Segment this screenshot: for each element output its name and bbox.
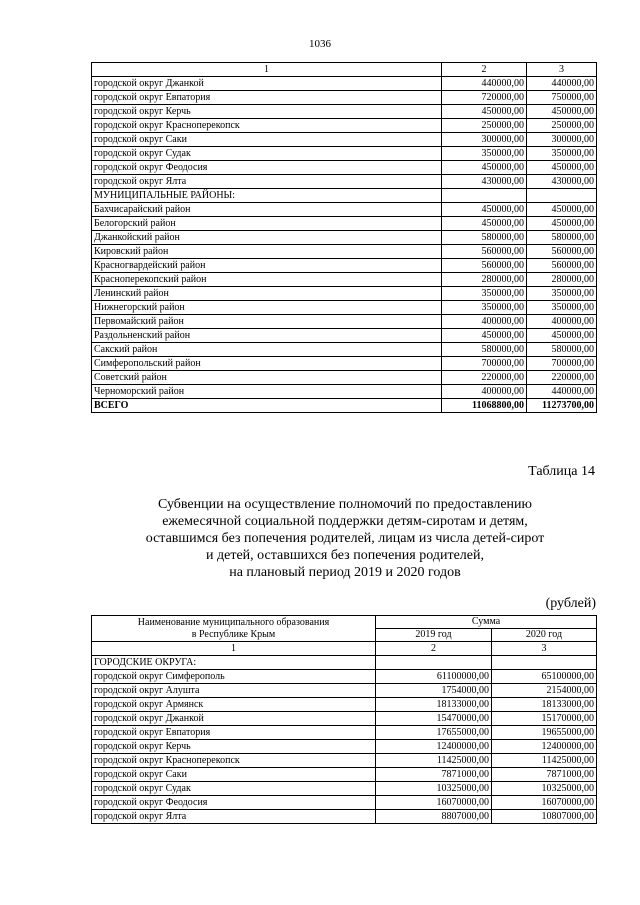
amount-2020: 2154000,00 [492,684,597,698]
amount-col2: 400000,00 [442,385,527,399]
title-line: Субвенции на осуществление полномочий по предоставлению [157,497,533,512]
table-row [92,147,597,161]
amount-2020: 19655000,00 [492,726,597,740]
title-line: и детей, оставшихся без попечения родителей, [206,548,484,563]
table-row [92,133,597,147]
amount-col3: 450000,00 [527,203,597,217]
district-name: Белогорский район [92,217,442,231]
amount-col3: 350000,00 [527,287,597,301]
amount-col2: 700000,00 [442,357,527,371]
amount-2020: 7871000,00 [492,768,597,782]
district-name: Сакский район [92,343,442,357]
title-line: оставшимся без попечения родителей, лицам из числа детей-сирот [145,531,545,546]
empty-cell [376,656,492,670]
amount-col3: 580000,00 [527,231,597,245]
table-row [92,768,597,782]
table-number: Таблица 14 [528,464,595,479]
amount-col3: 450000,00 [527,105,597,119]
header-municipality-line: Наименование муниципального образования [137,616,330,628]
amount-col3: 430000,00 [527,175,597,189]
table-row [92,91,597,105]
table-row [92,810,597,824]
amount-col3: 750000,00 [527,91,597,105]
district-name: Нижнегорский район [92,301,442,315]
amount-col3: 700000,00 [527,357,597,371]
amount-col2: 560000,00 [442,245,527,259]
amount-col2: 450000,00 [442,203,527,217]
table-row [92,329,597,343]
municipality-name: городской округ Керчь [92,105,442,119]
table-row [92,684,597,698]
table-row [92,698,597,712]
district-name: Красногвардейский район [92,259,442,273]
table-row [92,203,597,217]
header-sum: Сумма [376,616,597,629]
table-title [60,496,630,581]
column-number: 3 [527,63,597,77]
table-row [92,357,597,371]
header-municipality [92,616,376,642]
amount-2020: 10807000,00 [492,810,597,824]
municipality-name: городской округ Феодосия [92,796,376,810]
table-row [92,343,597,357]
amount-2020: 15170000,00 [492,712,597,726]
empty-cell [527,189,597,203]
column-number: 2 [376,642,492,656]
table-row [92,175,597,189]
section-row [92,656,597,670]
municipality-name: городской округ Ялта [92,810,376,824]
total-row [92,399,597,413]
amount-2019: 10325000,00 [376,782,492,796]
amount-col3: 220000,00 [527,371,597,385]
municipality-name: городской округ Алушта [92,684,376,698]
amount-2019: 15470000,00 [376,712,492,726]
title-line: ежемесячной социальной поддержки детям-сиротам и детям, [162,514,528,529]
amount-col2: 220000,00 [442,371,527,385]
amount-2020: 12400000,00 [492,740,597,754]
empty-cell [492,656,597,670]
table-row [92,245,597,259]
table-row [92,740,597,754]
municipality-name: городской округ Судак [92,147,442,161]
amount-2019: 7871000,00 [376,768,492,782]
amount-col2: 350000,00 [442,147,527,161]
amount-col3: 560000,00 [527,245,597,259]
table-row [92,385,597,399]
subvention-table [91,615,597,824]
table-row [92,782,597,796]
table-row [92,287,597,301]
column-number: 2 [442,63,527,77]
municipality-name: городской округ Ялта [92,175,442,189]
amount-col2: 450000,00 [442,161,527,175]
amount-col3: 440000,00 [527,77,597,91]
amount-col2: 280000,00 [442,273,527,287]
municipality-name: городской округ Джанкой [92,77,442,91]
amount-2020: 10325000,00 [492,782,597,796]
table-row [92,161,597,175]
table-row [92,712,597,726]
district-name: Первомайский район [92,315,442,329]
amount-2019: 1754000,00 [376,684,492,698]
amount-2019: 61100000,00 [376,670,492,684]
amount-col3: 580000,00 [527,343,597,357]
district-name: Симферопольский район [92,357,442,371]
total-label: ВСЕГО [92,399,442,413]
district-name: Ленинский район [92,287,442,301]
amount-2019: 16070000,00 [376,796,492,810]
amount-col3: 440000,00 [527,385,597,399]
amount-col3: 350000,00 [527,301,597,315]
municipality-name: городской округ Красноперекопск [92,754,376,768]
header-year-2019: 2019 год [376,629,492,642]
amount-2020: 11425000,00 [492,754,597,768]
table-row [92,301,597,315]
amount-2020: 65100000,00 [492,670,597,684]
table-row [92,371,597,385]
column-number: 3 [492,642,597,656]
municipality-name: городской округ Евпатория [92,91,442,105]
amount-col3: 300000,00 [527,133,597,147]
amount-2019: 18133000,00 [376,698,492,712]
amount-2019: 11425000,00 [376,754,492,768]
municipality-name: городской округ Керчь [92,740,376,754]
table-row [92,754,597,768]
amount-col2: 580000,00 [442,343,527,357]
municipality-name: городской округ Евпатория [92,726,376,740]
municipality-name: городской округ Судак [92,782,376,796]
table-row [92,315,597,329]
amount-2019: 17655000,00 [376,726,492,740]
column-number-row [92,642,597,656]
municipality-name: городской округ Симферополь [92,670,376,684]
page-number: 1036 [309,38,331,50]
amount-col2: 450000,00 [442,329,527,343]
district-name: Красноперекопский район [92,273,442,287]
allocation-table-continued [91,62,597,413]
amount-col2: 250000,00 [442,119,527,133]
table-row [92,726,597,740]
amount-col2: 450000,00 [442,105,527,119]
municipality-name: городской округ Джанкой [92,712,376,726]
amount-col2: 560000,00 [442,259,527,273]
district-name: Кировский район [92,245,442,259]
district-name: Советский район [92,371,442,385]
amount-col3: 250000,00 [527,119,597,133]
amount-2020: 18133000,00 [492,698,597,712]
amount-col2: 440000,00 [442,77,527,91]
amount-col3: 560000,00 [527,259,597,273]
header-municipality-line: в Республике Крым [191,628,276,640]
table-row [92,77,597,91]
amount-2020: 16070000,00 [492,796,597,810]
amount-2019: 8807000,00 [376,810,492,824]
title-line: на плановый период 2019 и 2020 годов [229,565,461,580]
total-col2: 11068800,00 [442,399,527,413]
column-number: 1 [92,63,442,77]
total-col3: 11273700,00 [527,399,597,413]
amount-col2: 580000,00 [442,231,527,245]
empty-cell [442,189,527,203]
table-row [92,796,597,810]
table-row [92,105,597,119]
district-name: Джанкойский район [92,231,442,245]
amount-col2: 720000,00 [442,91,527,105]
table-row [92,231,597,245]
section-label: ГОРОДСКИЕ ОКРУГА: [92,656,376,670]
table-row [92,217,597,231]
municipality-name: городской округ Саки [92,133,442,147]
table-row [92,119,597,133]
municipality-name: городской округ Саки [92,768,376,782]
amount-col2: 300000,00 [442,133,527,147]
amount-col2: 400000,00 [442,315,527,329]
amount-col3: 450000,00 [527,161,597,175]
municipality-name: городской округ Красноперекопск [92,119,442,133]
district-name: Черноморский район [92,385,442,399]
amount-col3: 450000,00 [527,217,597,231]
amount-col3: 400000,00 [527,315,597,329]
amount-col3: 350000,00 [527,147,597,161]
unit-label: (рублей) [545,596,596,611]
municipality-name: городской округ Армянск [92,698,376,712]
column-number-row [92,63,597,77]
section-row [92,189,597,203]
table-row [92,670,597,684]
amount-col3: 280000,00 [527,273,597,287]
header-row [92,616,597,629]
amount-col2: 350000,00 [442,301,527,315]
table-row [92,259,597,273]
municipality-name: городской округ Феодосия [92,161,442,175]
amount-col2: 430000,00 [442,175,527,189]
table-row [92,273,597,287]
amount-2019: 12400000,00 [376,740,492,754]
section-label: МУНИЦИПАЛЬНЫЕ РАЙОНЫ: [92,189,442,203]
district-name: Бахчисарайский район [92,203,442,217]
amount-col3: 450000,00 [527,329,597,343]
district-name: Раздольненский район [92,329,442,343]
column-number: 1 [92,642,376,656]
amount-col2: 450000,00 [442,217,527,231]
amount-col2: 350000,00 [442,287,527,301]
header-year-2020: 2020 год [492,629,597,642]
